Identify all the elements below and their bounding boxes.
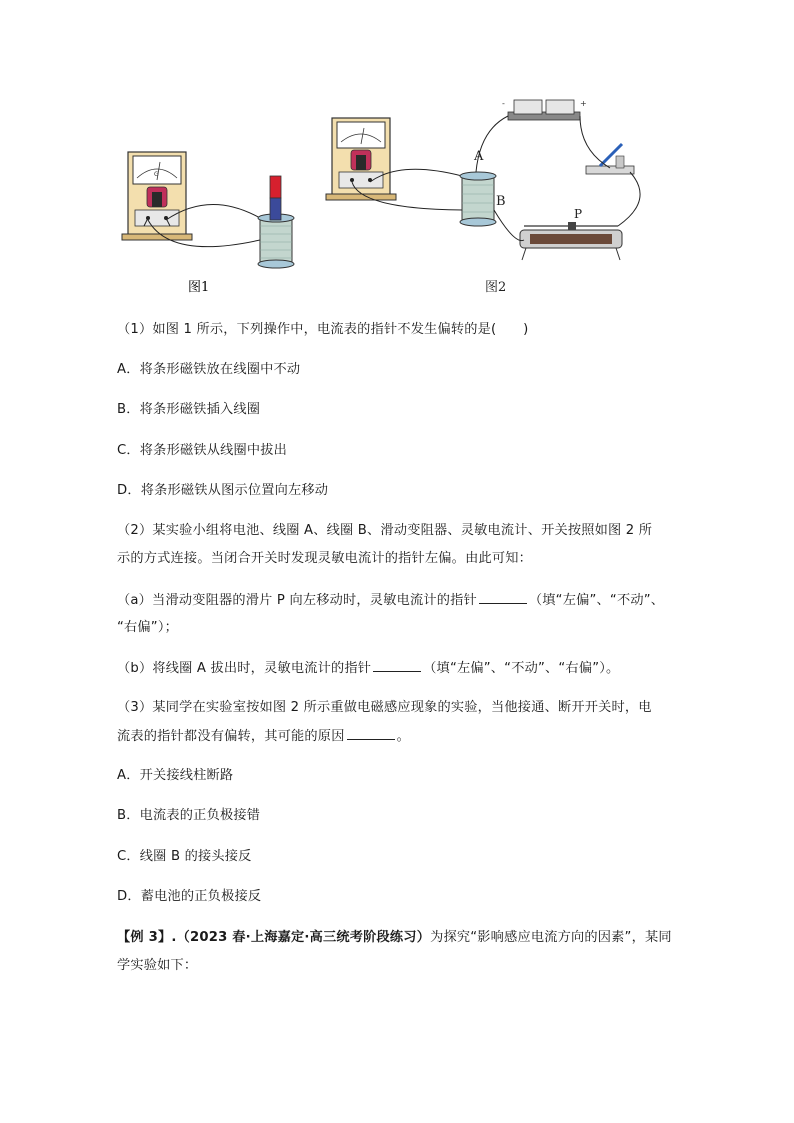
fig1-caption: 图1 [188,280,210,295]
example3-line2: 学实验如下： [117,958,198,973]
q1-option-a: A．将条形磁铁放在线圈中不动 [117,362,301,377]
q1-option-b: B．将条形磁铁插入线圈 [117,402,261,417]
q2-b-blank[interactable] [373,658,421,672]
q3-option-c: C．线圈 B 的接头接反 [117,849,252,864]
q1-option-d: D．将条形磁铁从图示位置向左移动 [117,483,329,498]
q3-option-b: B．电流表的正负极接错 [117,808,261,823]
fig1-coil [258,214,294,268]
q2-b-prefix: （b）将线圈 A 拔出时，灵敏电流计的指针 [117,661,372,676]
battery-minus-label: - [502,99,505,108]
example3-source: .（2023 春·上海嘉定·高三统考阶段练习） [171,930,431,945]
example3-line1 [117,928,687,948]
q2-part-a-line2: “右偏”）； [117,620,179,635]
q3-stem-line1: （3）某同学在实验室按如图 2 所示重做电磁感应现象的实验，当他接通、断开开关时，电 [117,700,652,715]
slider-p-label: P [574,207,583,221]
meter-g-label: G [154,171,159,178]
q2-stem-line1: （2）某实验小组将电池、线圈 A、线圈 B、滑动变阻器、灵敏电流计、开关按照如图 2 所 [117,523,653,538]
q3-stem-suffix: 。 [396,729,410,744]
experiment-figure [110,90,670,300]
coil-a-label: A [474,149,484,164]
example3-label: 【例 3】 [117,930,172,945]
q1-stem: （1）如图 1 所示，下列操作中，电流表的指针不发生偏转的是( ) [117,322,529,337]
q2-a-suffix: （填“左偏”、“不动”、 [528,593,665,608]
q2-a-blank[interactable] [479,590,527,604]
fig2-caption: 图2 [485,280,507,295]
fig2-galvanometer [326,118,396,200]
q3-option-d: D．蓄电池的正负极接反 [117,889,262,904]
q2-stem-line2: 示的方式连接。当闭合开关时发现灵敏电流计的指针左偏。由此可知： [117,551,533,566]
battery [502,99,587,120]
q3-option-a: A．开关接线柱断路 [117,768,234,783]
rheostat [520,222,622,260]
q2-part-a [117,590,687,611]
q3-stem-line2 [117,726,687,747]
battery-plus-label: + [580,99,587,108]
bar-magnet [270,176,281,220]
q1-option-c: C．将条形磁铁从线圈中拔出 [117,443,288,458]
q3-stem-prefix: 流表的指针都没有偏转，其可能的原因 [117,729,345,744]
q2-part-b [117,658,687,679]
q2-b-suffix: （填“左偏”、“不动”、“右偏”）。 [423,661,620,676]
fig1-galvanometer [122,152,192,240]
coil-b-label: B [496,194,506,209]
fig2-coil [460,172,496,226]
example3-text-line1: 为探究“影响感应电流方向的因素”，某同 [430,930,672,945]
q3-blank[interactable] [347,726,395,740]
q2-a-prefix: （a）当滑动变阻器的滑片 P 向左移动时，灵敏电流计的指针 [117,593,477,608]
switch [586,144,634,174]
